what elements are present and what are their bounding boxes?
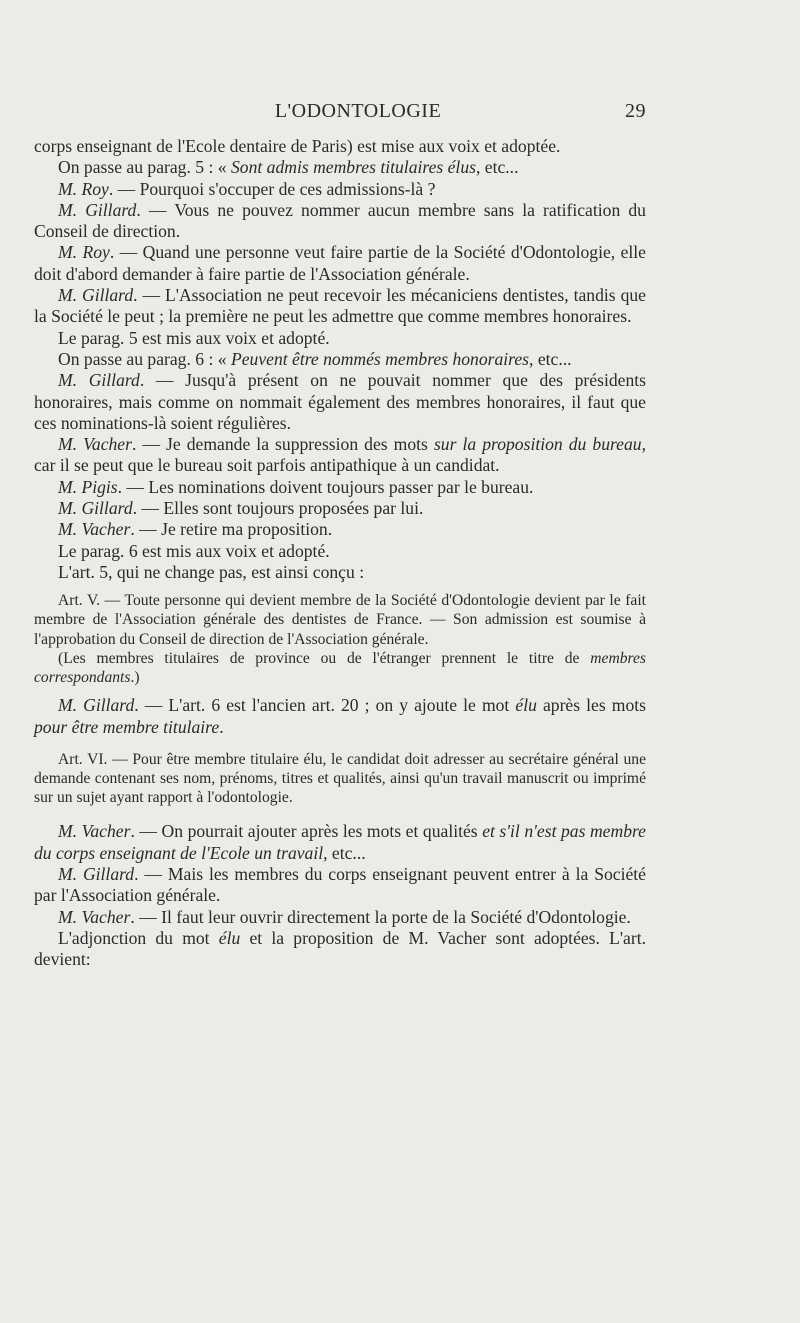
- text-run: . — Jusqu'à présent on ne pouvait nommer que des présidents honoraires, mais comme on nommait également des membres honoraires, il faut que ces nominations-là soient régulières.: [34, 370, 646, 433]
- paragraph: [34, 242, 646, 285]
- paragraph: [34, 136, 646, 157]
- body-text-middle: [34, 695, 646, 738]
- paragraph: [34, 928, 646, 971]
- italic-text: et s'il n'est pas membre du corps enseignant de l'Ecole un travail: [34, 821, 646, 863]
- text-run: . — Il faut leur ouvrir directement la porte de la Société d'Odontologie.: [130, 906, 631, 927]
- paragraph: [34, 821, 646, 864]
- italic-text: M. Gillard: [58, 370, 140, 391]
- italic-text: M. Gillard: [58, 285, 134, 306]
- italic-text: élu: [218, 927, 241, 948]
- text-run: (Les membres titulaires de province ou de l'étranger prennent le titre de: [58, 649, 591, 667]
- text-run: . — Les nominations doivent toujours passer par le bureau.: [117, 476, 534, 497]
- article-vi-quote: [34, 750, 646, 808]
- italic-text: M. Vacher: [58, 906, 131, 927]
- italic-text: M. Vacher: [58, 434, 132, 455]
- italic-text: pour être membre titulaire: [34, 716, 220, 737]
- italic-text: Peuvent être nommés membres honoraires: [230, 348, 530, 369]
- paragraph: [34, 907, 646, 928]
- text-run: . — On pourrait ajouter après les mots et qualités: [130, 821, 483, 842]
- paragraph: [34, 541, 646, 562]
- text-run: . — Elles sont toujours proposées par lui.: [132, 498, 424, 519]
- paragraph: [34, 328, 646, 349]
- paragraph: [34, 200, 646, 243]
- italic-text: M. Gillard: [58, 199, 137, 220]
- paragraph: [34, 157, 646, 178]
- italic-text: M. Gillard: [58, 498, 133, 519]
- text-run: . — Quand une personne veut faire partie de la Société d'Odontologie, elle doit d'abord demander à faire partie de l'Association générale.: [34, 242, 646, 284]
- running-title: L'ODONTOLOGIE: [274, 100, 442, 122]
- paragraph: [34, 562, 646, 583]
- text-run: , car il se peut que le bureau soit parfois antipathique à un candidat.: [34, 434, 646, 476]
- text-run: . — Je demande la suppression des mots: [131, 434, 434, 455]
- text-run: , etc...: [323, 842, 366, 863]
- body-text-end: [34, 821, 646, 970]
- text-run: Art. V. — Toute personne qui devient membre de la Société d'Odontologie devient par le fait membre de l'Association générale des dentistes de France. — Son admission est soumise à l'approbation du Conseil de direction de l'Association générale.: [34, 592, 646, 648]
- text-run: et la proposition de M. Vacher sont adoptées. L'art. devient:: [34, 927, 647, 970]
- running-head: [34, 100, 646, 136]
- paragraph: [34, 477, 646, 498]
- italic-text: M. Pigis: [58, 476, 118, 497]
- text-run: . — Mais les membres du corps enseignant peuvent entrer à la Société par l'Association générale.: [34, 864, 646, 906]
- text-run: . — Vous ne pouvez nommer aucun membre sans la ratification du Conseil de direction.: [34, 199, 646, 242]
- text-run: corps enseignant de l'Ecole dentaire de Paris) est mise aux voix et adoptée.: [34, 136, 561, 156]
- italic-text: Sont admis membres titulaires élus: [230, 157, 476, 178]
- text-run: L'adjonction du mot: [58, 927, 219, 948]
- text-run: L'art. 5, qui ne change pas, est ainsi conçu :: [58, 561, 365, 582]
- paragraph: [34, 519, 646, 540]
- paragraph: [34, 370, 646, 434]
- text-run: .): [130, 669, 140, 687]
- italic-text: M. Vacher: [58, 821, 131, 842]
- text-run: On passe au parag. 6 : «: [58, 348, 231, 369]
- paragraph: [34, 179, 646, 200]
- paragraph: [34, 864, 646, 907]
- italic-text: M. Gillard: [58, 864, 135, 885]
- text-run: .: [219, 716, 224, 737]
- italic-text: membres correspondants: [34, 649, 646, 687]
- body-text: [34, 136, 646, 583]
- book-page: [34, 100, 646, 971]
- italic-text: sur la proposition du bureau: [433, 434, 642, 455]
- page-number: 29: [625, 100, 646, 122]
- text-run: après les mots: [536, 695, 646, 716]
- paragraph: [34, 649, 646, 687]
- italic-text: élu: [515, 695, 537, 716]
- text-run: . — Pourquoi s'occuper de ces admissions-là ?: [108, 178, 436, 199]
- paragraph: [34, 750, 646, 808]
- italic-text: M. Roy: [58, 178, 109, 199]
- italic-text: M. Gillard: [58, 695, 135, 716]
- paragraph: [34, 695, 646, 738]
- text-run: , etc...: [529, 348, 572, 369]
- paragraph: [34, 285, 646, 328]
- text-run: On passe au parag. 5 : «: [58, 157, 231, 178]
- text-run: Art. VI. — Pour être membre titulaire élu, le candidat doit adresser au secrétaire général une demande contenant ses nom, prénoms, titres et qualités, ainsi qu'un travail manuscrit ou imprimé sur un sujet ayant rapport à l'odontologie.: [34, 750, 646, 807]
- paragraph: [34, 498, 646, 519]
- text-run: , etc...: [475, 157, 519, 178]
- paragraph: [34, 349, 646, 370]
- text-run: Le parag. 6 est mis aux voix et adopté.: [58, 540, 330, 561]
- italic-text: M. Roy: [58, 242, 110, 263]
- text-run: . — Je retire ma proposition.: [130, 519, 333, 540]
- paragraph: [34, 591, 646, 649]
- text-run: . — L'Association ne peut recevoir les mécaniciens dentistes, tandis que la Société le peut ; la première ne peut les admettre que comme membres honoraires.: [34, 285, 646, 327]
- text-run: Le parag. 5 est mis aux voix et adopté.: [58, 327, 330, 348]
- text-run: . — L'art. 6 est l'ancien art. 20 ; on y ajoute le mot: [134, 695, 516, 716]
- article-v-quote: [34, 591, 646, 687]
- italic-text: M. Vacher: [58, 519, 131, 540]
- paragraph: [34, 434, 646, 477]
